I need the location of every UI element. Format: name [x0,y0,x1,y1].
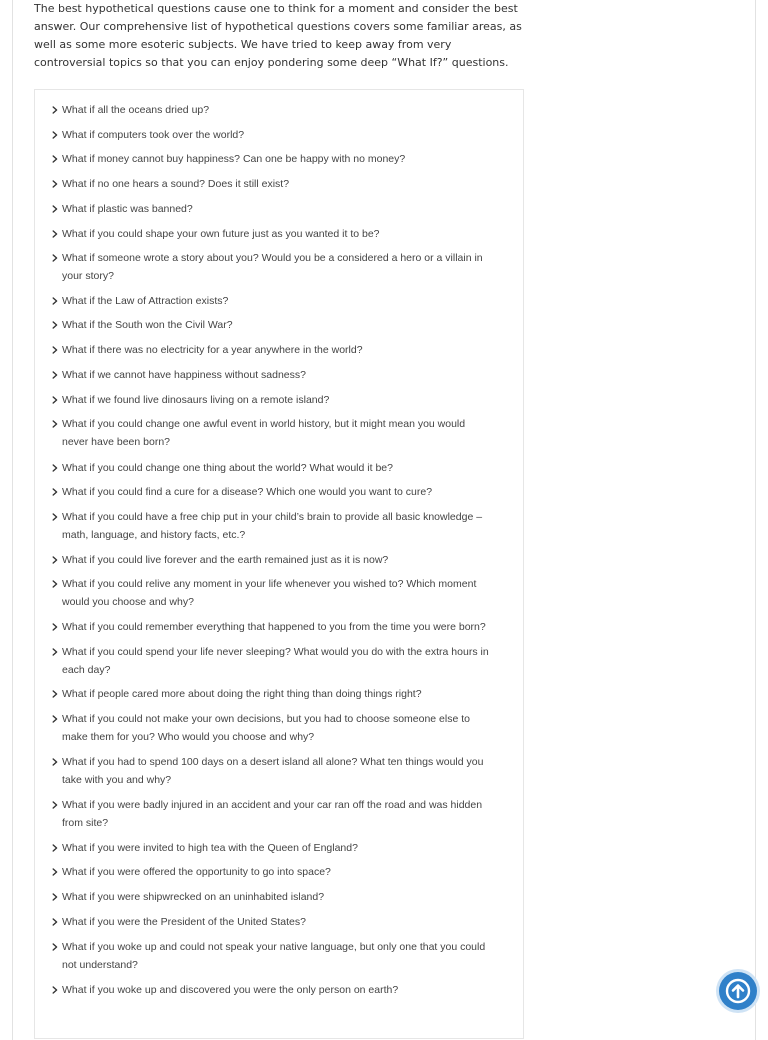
question-text: What if you woke up and discovered you were the only person on earth? [62,984,399,996]
question-text: What if you woke up and could not speak your native language, but only one that you could not understand? [62,941,486,971]
question-item [35,643,523,679]
chevron-right-icon [51,551,59,569]
chevron-right-icon [51,575,59,593]
chevron-right-icon [51,249,59,267]
question-item [35,913,523,931]
chevron-right-icon [51,863,59,881]
question-text: What if computers took over the world? [62,129,245,141]
question-item [35,316,523,334]
question-text: What if you were badly injured in an accident and your car ran off the road and was hidden from site? [62,799,483,829]
question-item [35,888,523,906]
question-text: What if you were offered the opportunity to go into space? [62,866,331,878]
question-item [35,753,523,789]
question-item [35,839,523,857]
chevron-right-icon [51,483,59,501]
chevron-right-icon [51,508,59,526]
question-text: What if you could not make your own decisions, but you had to choose someone else to make them for you? Who would you choose and why? [62,713,470,743]
question-text: What if plastic was banned? [62,203,193,215]
question-item [35,292,523,310]
intro-text: The best hypothetical questions cause one to think for a moment and consider the best answer. Our comprehensive list of hypothetical questions covers some familiar areas, as well as some more esoteric subjects. We have tried to keep away from very controversial topics so that you can enjoy pondering some deep “What If?” questions. [34,2,522,69]
chevron-right-icon [51,366,59,384]
question-item [35,225,523,243]
question-item [35,710,523,746]
question-text: What if we cannot have happiness without sadness? [62,369,306,381]
question-item [35,575,523,611]
questions-box [34,89,524,1039]
question-item [35,150,523,168]
chevron-right-icon [51,150,59,168]
chevron-right-icon [51,888,59,906]
question-text: What if people cared more about doing the right thing than doing things right? [62,688,422,700]
question-text: What if there was no electricity for a year anywhere in the world? [62,344,363,356]
question-item [35,796,523,832]
chevron-right-icon [51,415,59,433]
question-text: What if we found live dinosaurs living on a remote island? [62,394,330,406]
chevron-right-icon [51,643,59,661]
question-item [35,366,523,384]
question-item [35,618,523,636]
question-text: What if you were invited to high tea with the Queen of England? [62,842,358,854]
question-item [35,938,523,974]
question-text: What if the Law of Attraction exists? [62,295,229,307]
question-text: What if you could relive any moment in your life whenever you wished to? Which moment would you choose and why? [62,578,477,608]
question-text: What if you were shipwrecked on an uninhabited island? [62,891,325,903]
chevron-right-icon [51,618,59,636]
chevron-right-icon [51,981,59,999]
question-text: What if you were the President of the United States? [62,916,306,928]
question-text: What if you could live forever and the earth remained just as it is now? [62,554,389,566]
chevron-right-icon [51,200,59,218]
chevron-right-icon [51,225,59,243]
question-item [35,483,523,501]
question-item [35,415,523,451]
question-text: What if money cannot buy happiness? Can one be happy with no money? [62,153,406,165]
question-item [35,863,523,881]
question-text: What if someone wrote a story about you? Would you be a considered a hero or a villain in your story? [62,252,483,282]
question-item [35,200,523,218]
chevron-right-icon [51,391,59,409]
question-text: What if the South won the Civil War? [62,319,233,331]
question-text: What if you could change one awful event in world history, but it might mean you would never have been born? [62,418,466,448]
question-item [35,341,523,359]
question-text: What if no one hears a sound? Does it still exist? [62,178,290,190]
chevron-right-icon [51,753,59,771]
chevron-right-icon [51,938,59,956]
chevron-right-icon [51,341,59,359]
chevron-right-icon [51,796,59,814]
chevron-right-icon [51,685,59,703]
chevron-right-icon [51,126,59,144]
question-item [35,175,523,193]
scroll-to-top-button[interactable] [719,972,757,1010]
question-text: What if you could find a cure for a disease? Which one would you want to cure? [62,486,433,498]
question-item [35,459,523,477]
question-text: What if you had to spend 100 days on a desert island all alone? What ten things would you take with you and why? [62,756,484,786]
question-text: What if you could shape your own future just as you wanted it to be? [62,228,380,240]
question-text: What if all the oceans dried up? [62,104,210,116]
chevron-right-icon [51,101,59,119]
chevron-right-icon [51,316,59,334]
question-text: What if you could have a free chip put in your child’s brain to provide all basic knowledge – math, language, and history facts, etc.? [62,511,483,541]
chevron-right-icon [51,175,59,193]
chevron-right-icon [51,913,59,931]
chevron-right-icon [51,710,59,728]
arrow-up-circle-icon [725,978,751,1004]
chevron-right-icon [51,839,59,857]
question-item [35,126,523,144]
chevron-right-icon [51,292,59,310]
question-item [35,391,523,409]
question-text: What if you could change one thing about the world? What would it be? [62,462,393,474]
question-item [35,685,523,703]
question-text: What if you could remember everything that happened to you from the time you were born? [62,621,486,633]
question-text: What if you could spend your life never sleeping? What would you do with the extra hours in each day? [62,646,489,676]
question-item [35,551,523,569]
intro-paragraph [34,0,524,72]
question-item [35,101,523,119]
question-item [35,249,523,285]
question-item [35,508,523,544]
chevron-right-icon [51,459,59,477]
question-item [35,981,523,999]
